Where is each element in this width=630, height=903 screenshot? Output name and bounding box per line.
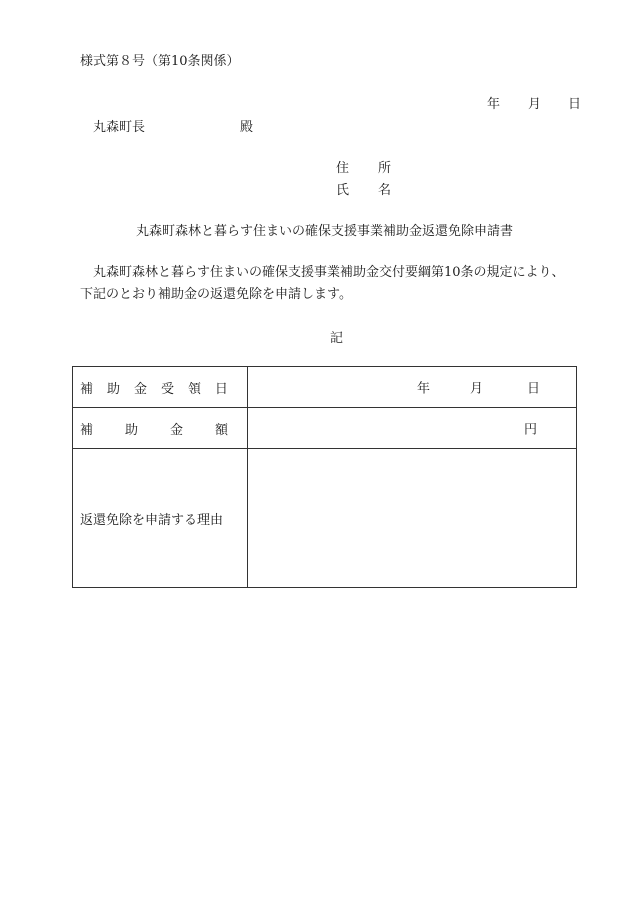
reason-field[interactable]	[248, 449, 577, 588]
label-char: 額	[214, 422, 228, 438]
name-char-1: 氏	[336, 183, 350, 198]
receipt-date-month: 月	[470, 381, 484, 397]
table-row-reason	[73, 449, 577, 588]
label-char: 領	[187, 381, 201, 397]
amount-unit: 円	[524, 422, 538, 438]
receipt-date-label	[73, 367, 248, 408]
addressee: 丸森町長	[93, 120, 146, 135]
header-date-month: 月	[528, 97, 542, 112]
address-char-1: 住	[336, 161, 350, 176]
label-char: 助	[124, 422, 138, 438]
name-char-2: 名	[378, 183, 392, 198]
body-line-2: 下記のとおり補助金の返還免除を申請します。	[80, 287, 352, 302]
reason-label: 返還免除を申請する理由	[73, 449, 248, 588]
form-number: 様式第８号（第10条関係）	[80, 54, 240, 69]
label-char: 補	[80, 422, 94, 438]
table-row-receipt-date	[73, 367, 577, 408]
amount-label	[73, 408, 248, 449]
body-text	[80, 262, 580, 306]
ki-heading: 記	[330, 331, 344, 346]
receipt-date-field[interactable]	[248, 367, 577, 408]
address-char-2: 所	[378, 161, 392, 176]
receipt-date-day: 日	[527, 381, 541, 397]
application-table	[72, 366, 577, 588]
label-char: 金	[169, 422, 183, 438]
label-char: 助	[106, 381, 120, 397]
receipt-date-year: 年	[417, 381, 431, 397]
label-char: 補	[80, 381, 94, 397]
amount-field[interactable]	[248, 408, 577, 449]
label-char: 金	[133, 381, 147, 397]
document-title: 丸森町森林と暮らす住まいの確保支援事業補助金返還免除申請書	[136, 224, 514, 239]
body-line-1: 丸森町森林と暮らす住まいの確保支援事業補助金交付要綱第10条の規定により、	[93, 265, 565, 280]
label-char: 日	[214, 381, 228, 397]
label-char: 受	[160, 381, 174, 397]
header-date-year: 年	[487, 97, 501, 112]
table-row-amount	[73, 408, 577, 449]
header-date-day: 日	[568, 97, 582, 112]
addressee-honorific: 殿	[240, 120, 254, 135]
